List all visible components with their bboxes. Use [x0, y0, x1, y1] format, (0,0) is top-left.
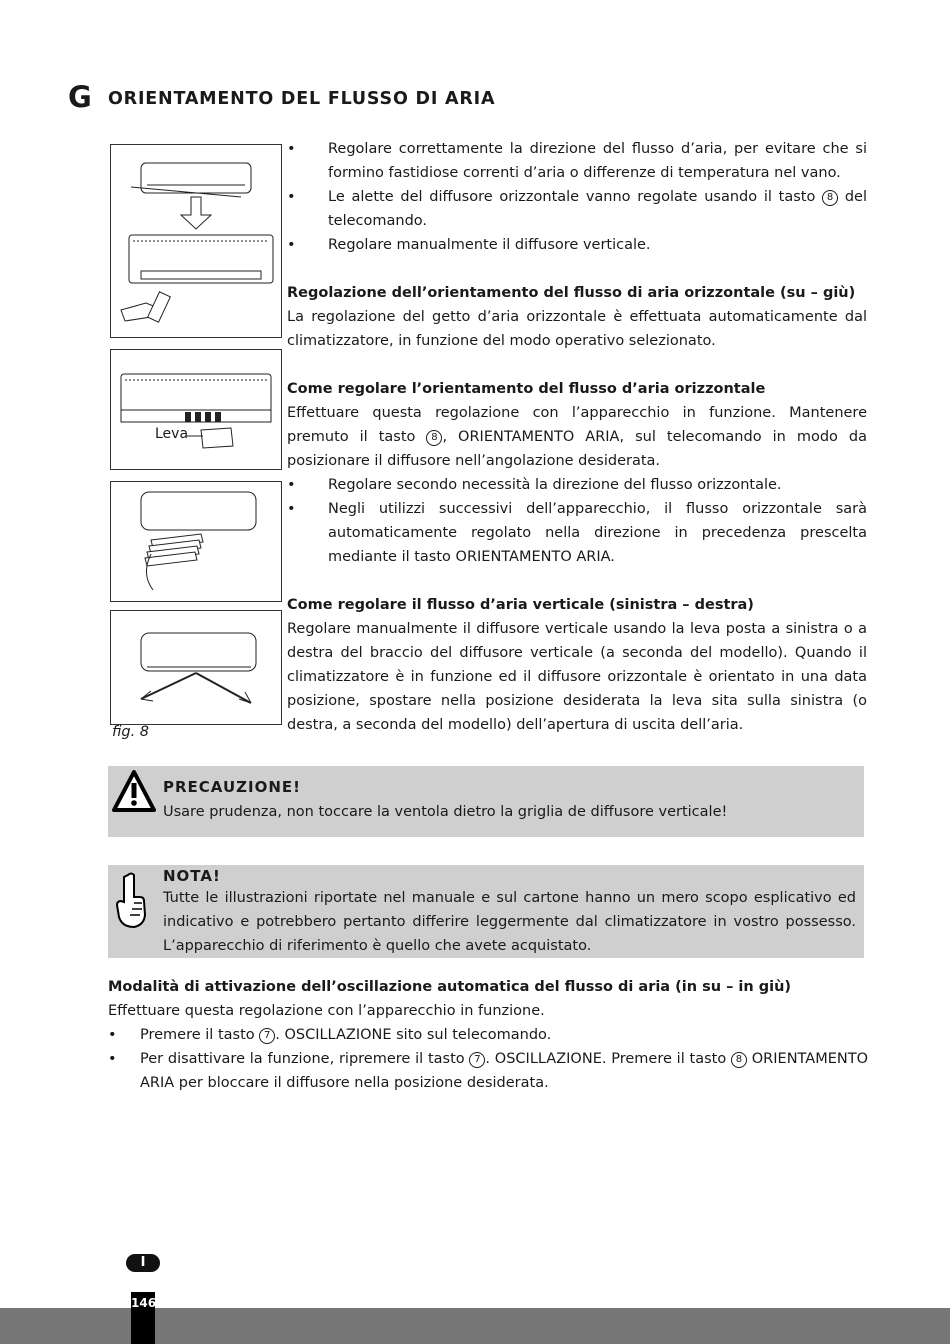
list-item: • Regolare manualmente il diffusore verticale. [287, 233, 867, 257]
how-vertical-heading: Come regolare il flusso d’aria verticale (sinistra – destra) [287, 597, 754, 613]
horizontal-heading: Regolazione dell’orientamento del flusso di aria orizzontale (su – giù) [287, 285, 856, 301]
figure-vertical-flow [110, 610, 282, 725]
caution-title: PRECAUZIONE! [163, 778, 301, 796]
list-item: • Regolare correttamente la direzione del flusso d’aria, per evitare che si formino fastidiose correnti d’aria o differenze di temperatura nel vano. [287, 137, 867, 185]
how-horizontal-list [287, 473, 867, 569]
key-8-icon: 8 [731, 1052, 747, 1068]
figure-horizontal-flow [110, 481, 282, 602]
list-item: • Negli utilizzi successivi dell’apparecchio, il flusso orizzontale sarà automaticamente regolato nella direzione in precedenza prescelta mediante il tasto ORIENTAMENTO ARIA. [287, 497, 867, 569]
intro-list [287, 137, 867, 257]
section-title: ORIENTAMENTO DEL FLUSSO DI ARIA [108, 89, 496, 109]
key-8-icon: 8 [426, 430, 442, 446]
oscillation-section [108, 975, 868, 1095]
figure-ac-unit-remote [110, 144, 282, 338]
main-content [287, 137, 867, 737]
caution-text: Usare prudenza, non toccare la ventola dietro la griglia de diffusore verticale! [163, 804, 728, 820]
oscillation-list [108, 1023, 868, 1095]
horizontal-text: La regolazione del getto d’aria orizzontale è effettuata automaticamente dal climatizzatore, in funzione del modo operativo selezionato. [287, 309, 867, 349]
list-item: • Regolare secondo necessità la direzione del flusso orizzontale. [287, 473, 867, 497]
note-title: NOTA! [163, 867, 221, 885]
key-7-icon: 7 [259, 1028, 275, 1044]
figure-lever [110, 349, 282, 470]
section-letter: G [68, 80, 92, 114]
how-horizontal-text: Effettuare questa regolazione con l’apparecchio in funzione. Mantenere premuto il tasto 8 , ORIENTAMENTO ARIA, sul telecomando in modo da posizionare il diffusore nell’angolazione desiderata. [287, 405, 867, 469]
key-8-icon: 8 [822, 190, 838, 206]
oscillation-heading: Modalità di attivazione dell’oscillazione automatica del flusso di aria (in su – in giù) [108, 979, 792, 995]
note-box [108, 865, 864, 958]
list-item: • Per disattivare la funzione, ripremere il tasto 7 . OSCILLAZIONE. Premere il tasto 8 ORIENTAMENTO ARIA per bloccare il diffusore nella posizione desiderata. [108, 1047, 868, 1095]
how-horizontal-heading: Come regolare l’orientamento del flusso d’aria orizzontale [287, 381, 766, 397]
lever-label: Leva [155, 426, 189, 442]
pointing-finger-icon [114, 871, 150, 929]
key-7-icon: 7 [469, 1052, 485, 1068]
warning-triangle-icon [112, 770, 156, 812]
note-text: Tutte le illustrazioni riportate nel manuale e sul cartone hanno un mero scopo esplicativo ed indicativo e potrebbero pertanto differire leggermente dal climatizzatore in vostro possesso. L’apparecchio di riferimento è quello che avete acquistato. [163, 890, 856, 954]
oscillation-text: Effettuare questa regolazione con l’apparecchio in funzione. [108, 1003, 545, 1019]
list-item: • Premere il tasto 7 . OSCILLAZIONE sito sul telecomando. [108, 1023, 868, 1047]
caution-box [108, 766, 864, 837]
how-vertical-text: Regolare manualmente il diffusore verticale usando la leva posta a sinistra o a destra del braccio del diffusore verticale (a seconda del modello). Quando il climatizzatore è in funzione ed il diffusore orizzontale è orientato in una data posizione, spostare nella posizione desiderata la leva sita sulla sinistra (o destra, a seconda del modello) dell’apertura di uscita dell’aria. [287, 621, 867, 733]
page-number: 146 [131, 1296, 157, 1310]
list-item: • Le alette del diffusore orizzontale vanno regolate usando il tasto 8 del telecomando. [287, 185, 867, 233]
figure-caption: fig. 8 [112, 724, 150, 740]
language-badge: I [126, 1254, 160, 1272]
